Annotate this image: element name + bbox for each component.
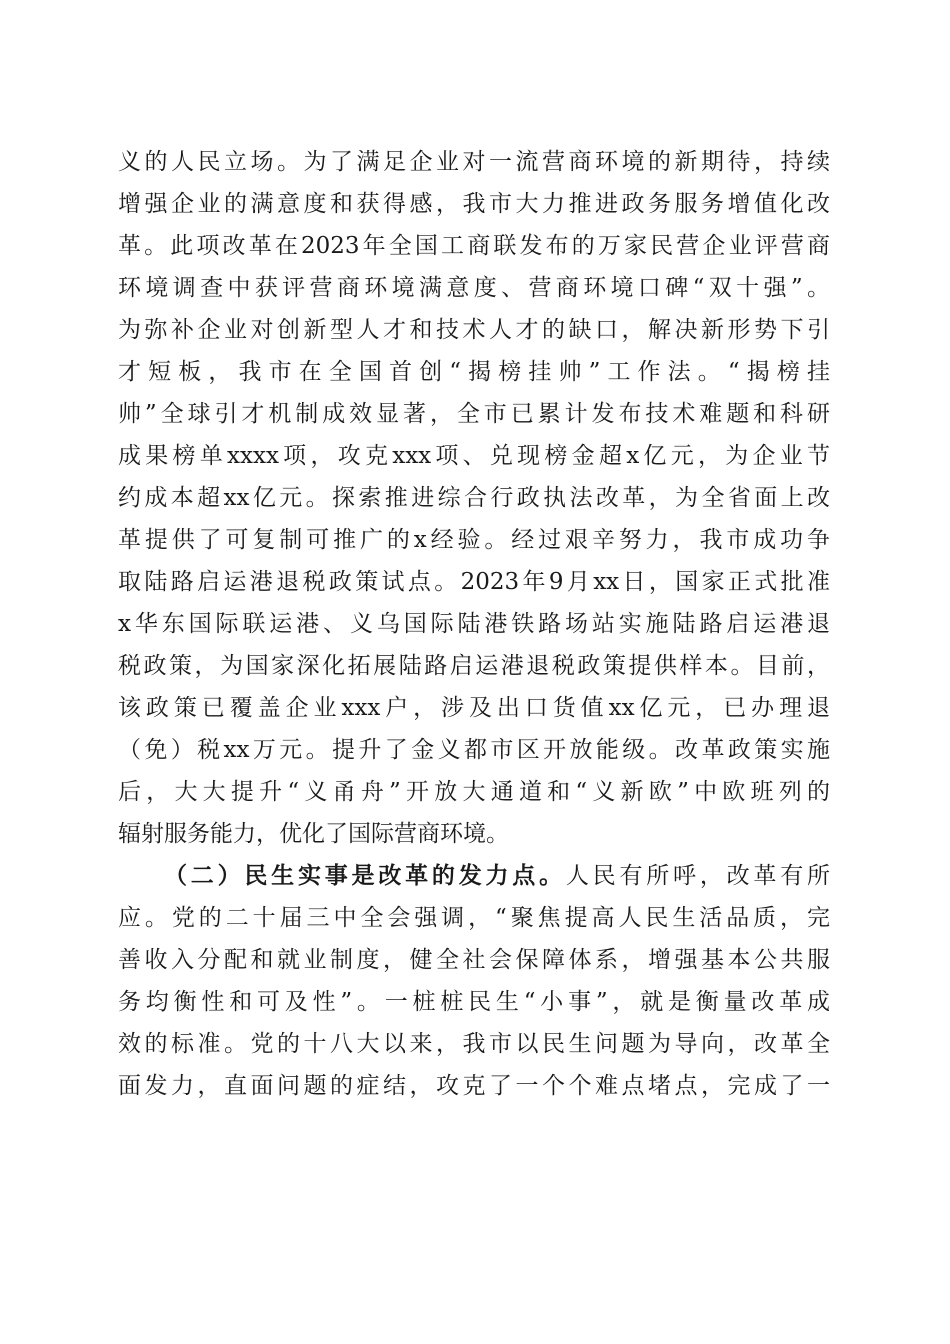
paragraph-1-line: 环境调查中获评营商环境满意度、营商环境口碑“双十强”。 bbox=[118, 275, 830, 301]
paragraph-2-line: 务均衡性和可及性”。一桩桩民生“小事”，就是衡量改革成 bbox=[118, 989, 830, 1015]
paragraph-1-line: 为弥补企业对创新型人才和技术人才的缺口，解决新形势下引 bbox=[118, 317, 830, 343]
paragraph-2-line: 面发力，直面问题的症结，攻克了一个个难点堵点，完成了一 bbox=[118, 1073, 830, 1099]
paragraph-1-line: 革提供了可复制可推广的x经验。经过艰辛努力，我市成功争 bbox=[118, 527, 830, 553]
paragraph-1-line: 后，大大提升“义甬舟”开放大通道和“义新欧”中欧班列的 bbox=[118, 779, 830, 805]
paragraph-1-line: （免）税xx万元。提升了金义都市区开放能级。改革政策实施 bbox=[118, 737, 830, 763]
paragraph-2-line: 效的标准。党的十八大以来，我市以民生问题为导向，改革全 bbox=[118, 1031, 830, 1057]
body-text bbox=[118, 141, 830, 1107]
paragraph-1-line: x华东国际联运港、义乌国际陆港铁路场站实施陆路启运港退 bbox=[118, 611, 830, 637]
section-heading: （二）民生实事是改革的发力点。 bbox=[164, 862, 566, 889]
paragraph-1-line: 革。此项改革在2023年全国工商联发布的万家民营企业评营商 bbox=[118, 233, 830, 259]
paragraph-1-line: 成果榜单xxxx项，攻克xxx项、兑现榜金超x亿元，为企业节 bbox=[118, 443, 830, 469]
paragraph-1-line: 约成本超xx亿元。探索推进综合行政执法改革，为全省面上改 bbox=[118, 485, 830, 511]
paragraph-2-line: 应。党的二十届三中全会强调，“聚焦提高人民生活品质，完 bbox=[118, 905, 830, 931]
paragraph-1-line: 取陆路启运港退税政策试点。2023年9月xx日，国家正式批准 bbox=[118, 569, 830, 595]
paragraph-1-line: 税政策，为国家深化拓展陆路启运港退税政策提供样本。目前， bbox=[118, 653, 830, 679]
paragraph-2-first-line-text: 人民有所呼，改革有所 bbox=[565, 863, 831, 889]
paragraph-2-line: 善收入分配和就业制度，健全社会保障体系，增强基本公共服 bbox=[118, 947, 830, 973]
paragraph-2-first-line bbox=[118, 855, 830, 897]
paragraph-1-line: 增强企业的满意度和获得感，我市大力推进政务服务增值化改 bbox=[118, 191, 830, 217]
paragraph-1-line: 帅”全球引才机制成效显著，全市已累计发布技术难题和科研 bbox=[118, 401, 830, 427]
paragraph-1-line: 该政策已覆盖企业xxx户，涉及出口货值xx亿元，已办理退 bbox=[118, 695, 830, 721]
paragraph-1-line: 义的人民立场。为了满足企业对一流营商环境的新期待，持续 bbox=[118, 149, 830, 175]
paragraph-1-line: 辐射服务能力，优化了国际营商环境。 bbox=[118, 821, 509, 847]
paragraph-1-line: 才短板，我市在全国首创“揭榜挂帅”工作法。“揭榜挂 bbox=[118, 359, 830, 385]
